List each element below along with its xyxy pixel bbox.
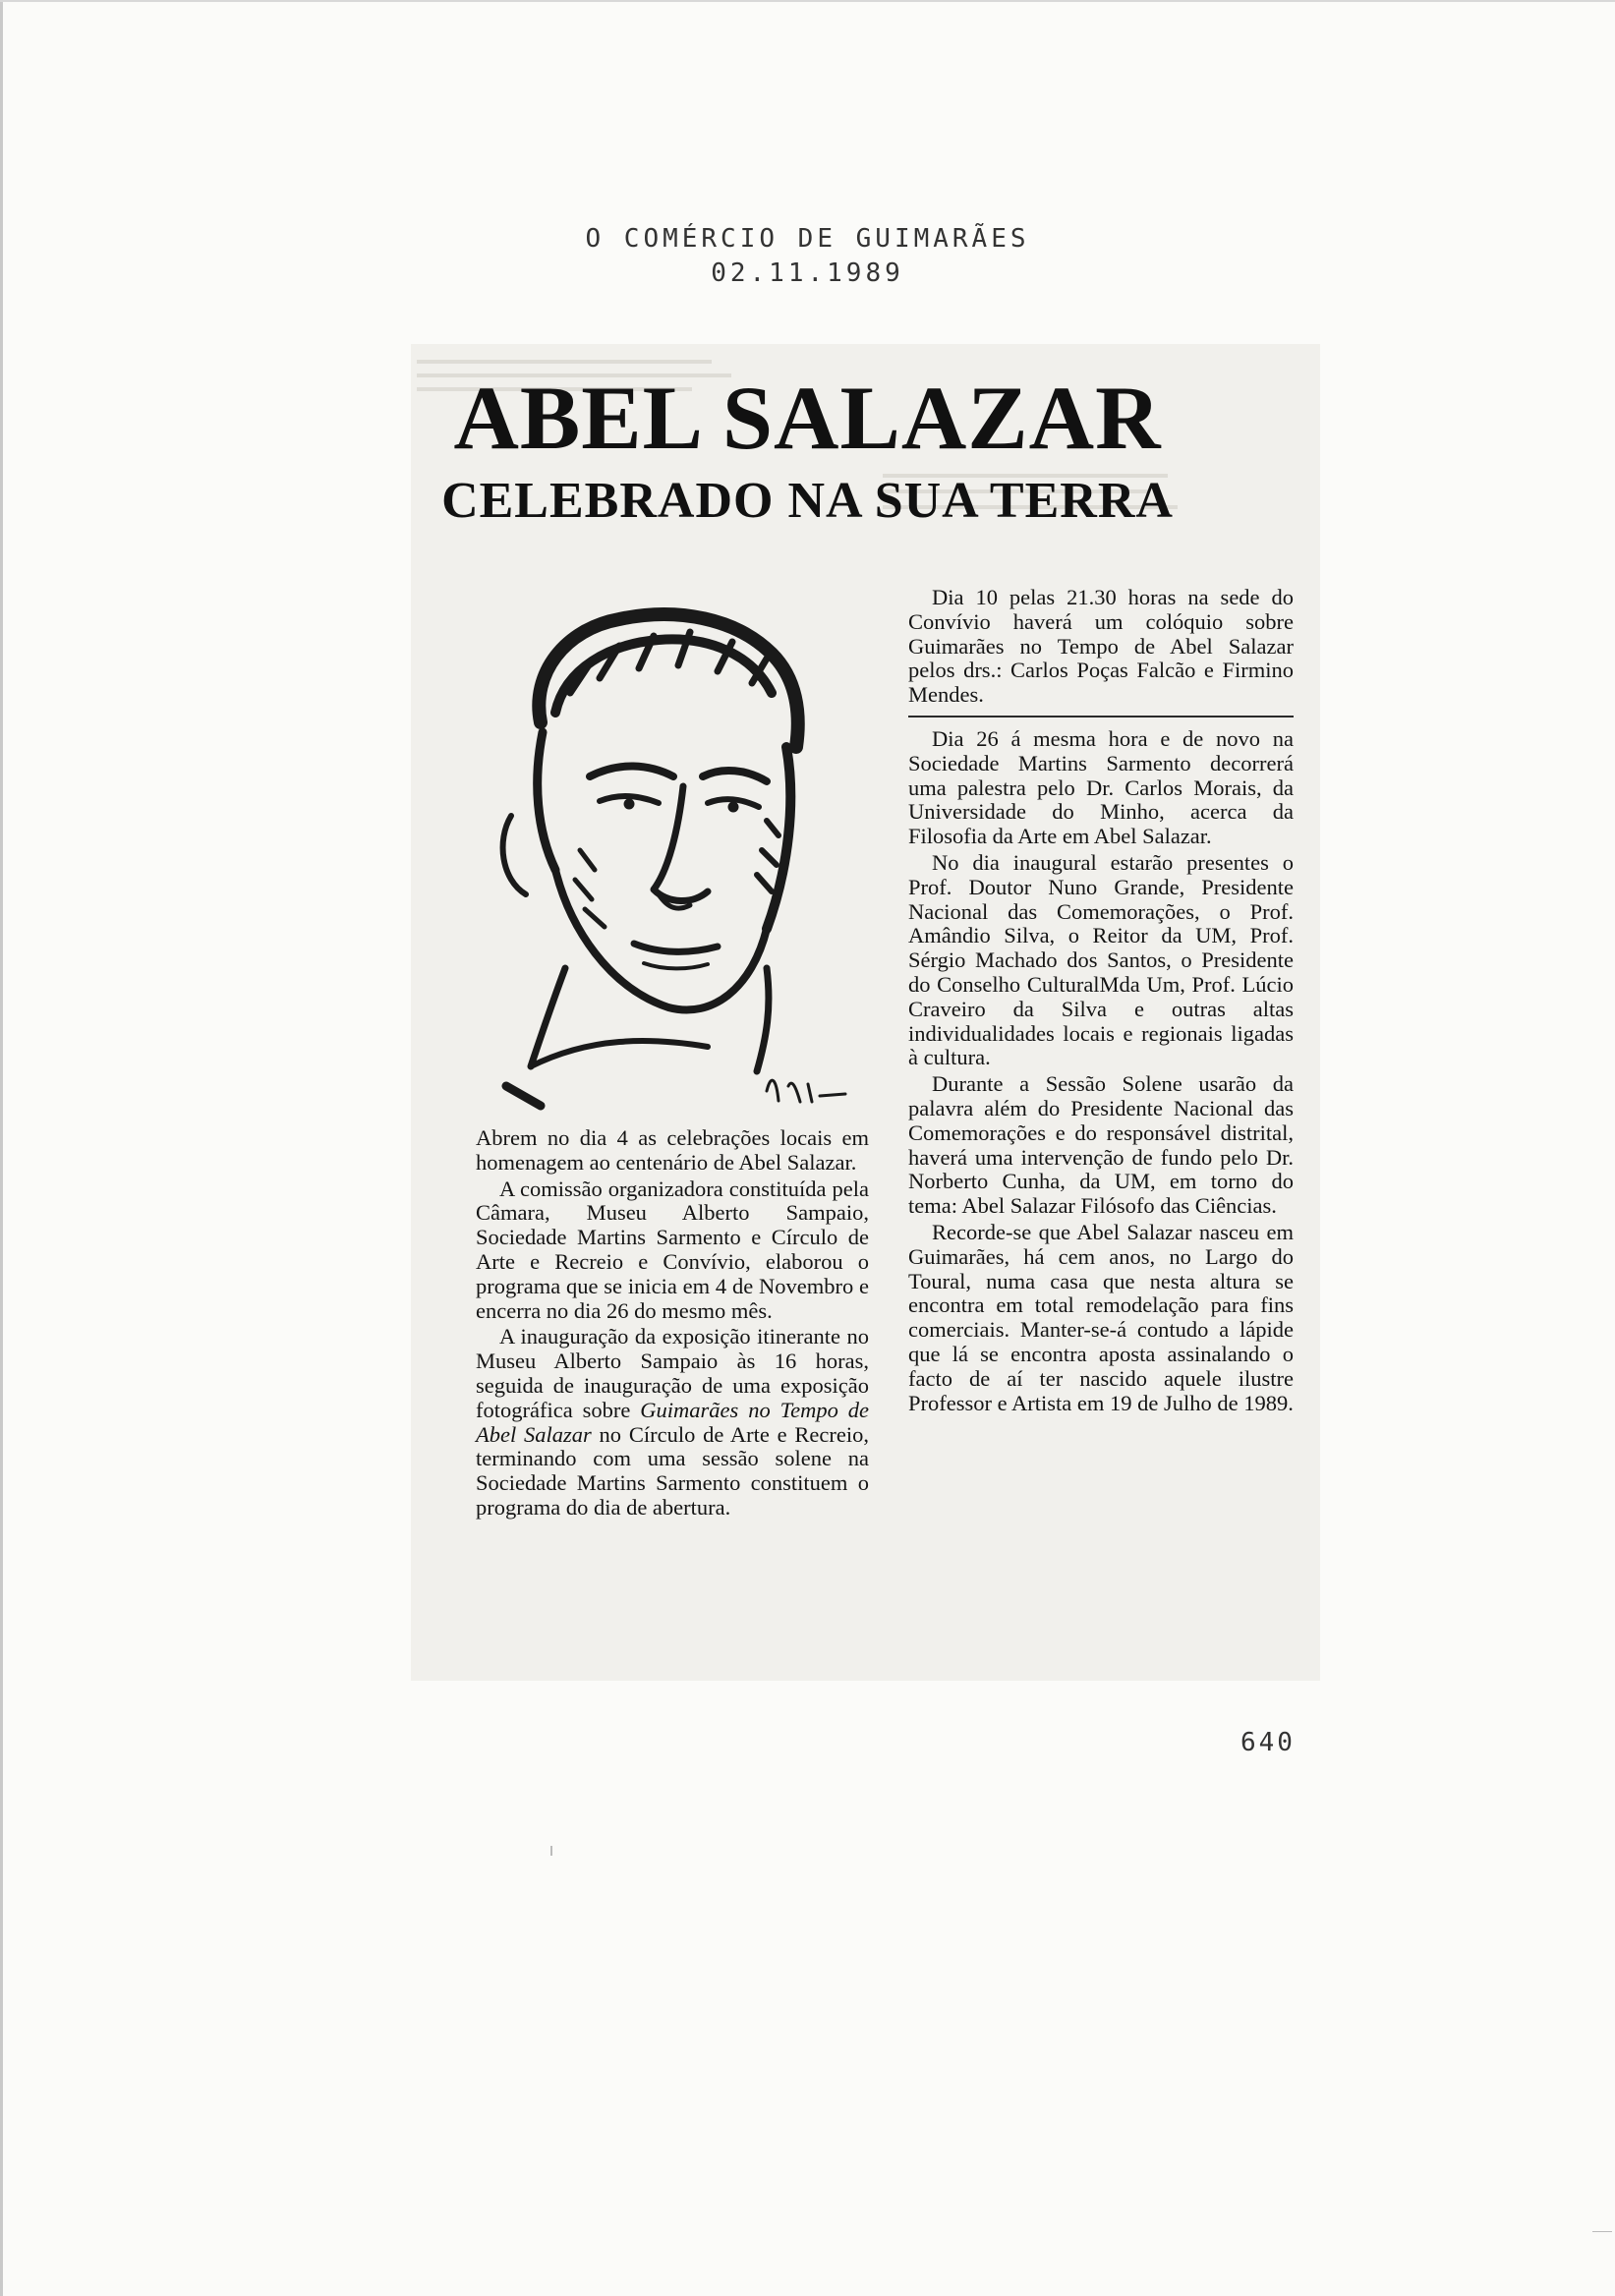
paragraph: Dia 10 pelas 21.30 horas na sede do Convívio haverá um colóquio sobre Guimarães no Tempo de Abel Salazar pelos drs.: Carlos Poças Falcão e Firmino Mendes. xyxy=(908,585,1294,708)
scan-speck xyxy=(1592,2231,1612,2232)
source-date: 02.11.1989 xyxy=(711,258,904,288)
paragraph-text: no Círculo de Arte e Recreio, terminando com uma sessão solene na Sociedade Martins Sarmento constituem o programa do dia de abertura. xyxy=(476,1421,869,1520)
subheadline: CELEBRADO NA SUA TERRA xyxy=(441,473,1174,529)
paragraph: Dia 26 á mesma hora e de novo na Sociedade Martins Sarmento decorrerá uma palestra pelo Dr. Carlos Morais, da Universidade do Minho, acerca da Filosofia da Arte em Abel Salazar. xyxy=(908,725,1294,849)
paragraph: Abrem no dia 4 as celebrações locais em homenagem ao centenário de Abel Salazar. xyxy=(476,1125,869,1175)
page-number: 640 xyxy=(1240,1728,1296,1757)
paragraph: Recorde-se que Abel Salazar nasceu em Guimarães, há cem anos, no Largo do Toural, numa casa que nesta altura se encontra em total remodelação para fins comerciais. Manter-se-á contudo a lápide que lá se encontra aposta assinalando o facto de aí ter nascido aquele ilustre Professor e Artista em 19 de Julho de 1989. xyxy=(908,1219,1294,1415)
headline: ABEL SALAZAR xyxy=(453,368,1162,468)
paragraph xyxy=(476,1325,869,1520)
article-left-column xyxy=(476,1126,869,1522)
paragraph: Durante a Sessão Solene usarão da palavra além do Presidente Nacional das Comemorações e do responsável distrital, haverá uma intervenção de fundo pelo Dr. Norberto Cunha, da UM, em torno do tema: Abel Salazar Filósofo das Ciências. xyxy=(908,1071,1294,1219)
paragraph: A comissão organizadora constituída pela Câmara, Museu Alberto Sampaio, Sociedade Martins Sarmento e Círculo de Arte e Recreio e Convívio, elaborou o programa que se inicia em 4 de Novembro e encerra no dia 26 do mesmo mês. xyxy=(476,1176,869,1323)
paragraph: No dia inaugural estarão presentes o Prof. Doutor Nuno Grande, Presidente Nacional das Comemorações, o Prof. Amândio Silva, o Reitor da UM, Prof. Sérgio Machado dos Santos, o Presidente do Conselho CulturalMda Um, Prof. Lúcio Craveiro da Silva e outras altas individualidades locais e regionais ligadas à cultura. xyxy=(908,849,1294,1070)
column-divider xyxy=(908,716,1294,718)
paragraph-text: A inauguração da exposição itinerante no Museu Alberto Sampaio às 16 horas, seguida de inauguração de uma exposição fotográfica sobre xyxy=(476,1324,869,1422)
scan-speck xyxy=(550,1846,552,1856)
portrait-sketch xyxy=(472,575,865,1111)
scan-edge-top xyxy=(0,0,1615,2)
scan-edge xyxy=(0,0,3,2296)
article-right-column xyxy=(908,586,1294,1417)
exhibition-title: Guimarães no Tempo de Abel Salazar xyxy=(476,1397,869,1447)
source-publication: O COMÉRCIO DE GUIMARÃES xyxy=(585,224,1030,254)
